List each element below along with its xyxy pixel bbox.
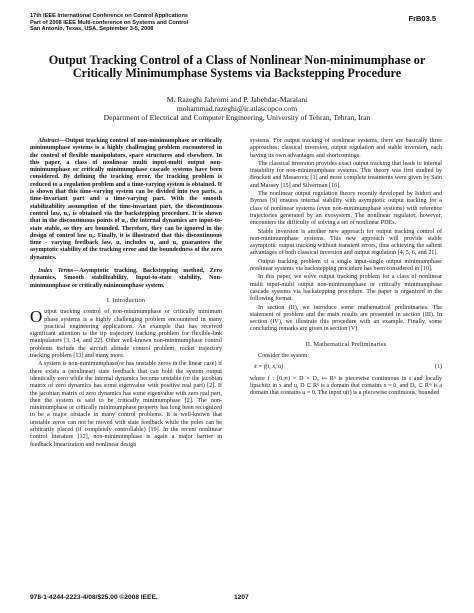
footer-isbn: 978-1-4244-2223-4/08/$25.00 ©2008 IEEE. [30, 594, 158, 601]
intro-paragraph-1 [30, 309, 222, 360]
right-paragraph-3: The nonlinear output regulation theory recently developed by Isidori and Byrnes [9] ensures internal stability with asymptotic output tracking for a class of nonlinear systems (even non-minimumphase systems) with reference trajectories generated by an exosystem. The nonlinear regulator, however, encounters the difficulty of solving a set of nonlinear PDEs. [250, 191, 442, 227]
conference-line-1: 17th IEEE International Conference on Control Applications [30, 13, 188, 19]
author-block [40, 96, 434, 122]
equation-1-number: (1) [434, 364, 442, 371]
paper-title: Output Tracking Control of a Class of Nonlinear Non-minimumphase or Critically Minimumphase Systems via Backstepping Procedure [48, 53, 426, 81]
abstract [30, 138, 222, 262]
index-terms [30, 268, 222, 290]
index-terms-text: —Asymptotic tracking, Backstepping method, Zero dynamics, Smooth stabilizability, Input-to-state stability, Non-minimumphase or critically minimumphase system. [30, 268, 222, 289]
right-paragraph-9: where f : [0,∞) × D × Dᵤ ↦ Rⁿ is piecewise continuous in t and locally lipschitz in x and u, D ⊂ Rⁿ is a domain that contains x = 0, and Dᵤ ⊂ Rᵐ is a domain that contains u = 0. The input u(t) is a piecewise continuous, bounded [250, 375, 442, 397]
right-paragraph-8: Consider the system: [258, 353, 310, 360]
right-paragraph-6: In this paper, we solve output tracking problem for a class of nonlinear multi input-multi output non-minimumphase or critically minimumphase cascade systems via backstepping procedure. The paper is organized in the following format. [250, 274, 442, 303]
right-paragraph-4: Stable inversion is another new approach for output tracking control of non-minimumphase systems. This new approach will provide stable asymptotic output tracking without transient errors, thus achieving the salient advantages of both classical inversion and output regulation [4, 5, 6, and 21]. [250, 228, 442, 257]
left-column [30, 138, 222, 450]
author-affiliation: Department of Electrical and Computer Engineering, University of Tehran, Tehran, Iran [103, 112, 371, 122]
author-names: M. Razeghi Jahromi and P. Jabehdar-Maralani [166, 95, 308, 104]
equation-1-body: ẋ = f(t, x, u) [254, 364, 284, 371]
index-terms-lead: Index Terms [38, 268, 74, 275]
right-paragraph-2: The classical inversion provides exact output tracking that leads to internal instability for non-minimumphase systems. This theory was first studied by Brockett and Mesarovic [1] and more complete treatments were given by Sain and Massey [15] and Silverman [16]. [250, 160, 442, 189]
abstract-text: —Output tracking control of non-minimumphase or critically minimumphase systems is a highly challenging problem encountered in the control of flexible manipulators, space structures and elsewhere. In this paper, a class of nonlinear multi input-multi output non-minimumphase or critically minimumphase cascade systems have been considered. By defining the tracking error, the tracking problem is reduced to a regulation problem and a time-varying system is obtained. It is shown that this time-varying system can be divided into two parts, a time-invariant part and a time-varying part. With the smooth stabilizability assumption of the time-invariant part, the discontinuous control law, u₁, is obtained via the backstepping procedure. It is shown that in the discontinuous points of u₁, the internal dynamics are input-to-state stable, so they are bounded. Therefore, they can be ignored in the design of control law u₂. Finally, it is illustrated that this discontinuous time - varying feedback law, u, includes u₁ and u₂ guarantees the asymptotic stability of the tracking error and the boundedness of the zero dynamics. [30, 138, 222, 261]
equation-1 [250, 364, 442, 371]
conference-line-2: Part of 2008 IEEE Multi-conference on Systems and Control [30, 19, 189, 26]
conference-header [30, 13, 330, 33]
right-column [250, 138, 442, 399]
intro-paragraph-2: A system is non-minimumphase(or has unstable zeros in the linear case) if there exists a (nonlinear) state feedback that can hold the system output identically zero while the internal dynamics become unstable (or the jacobian matrix of zero dynamics has some eigenvalue with positive real part) [2]. If the jacobian matrix of zero dynamics has some eigenvalue with zero real part, then the system is said to be critically minimumphase [2]. The non-minimumphase or critically minimumphase property has long been recognized to be a major obstacle in many control problems. It is well-known that unstable zeros can not be moved with state feedback while the poles can be arbitrarily placed (if completely controllable) [19]. In the recent nonlinear control literature [12], non-minimumphase is again a major barrier in feedback linearization and nonlinear design [30, 361, 222, 448]
right-paragraph-7: In section (II), we introduce some mathematical preliminaries. The statement of problem and the main results are presented in section (III). In section (IV), we illustrate this procedure with an example. Finally, some concluding remarks are given in section (V). [250, 304, 442, 333]
intro-paragraph-1-text: utput tracking control of non-minimumphase or critically minimum phase systems is a highly challenging problem encountered in many practical engineering applications. An example that has received significant attention is the tip trajectory tracking problem for flexible-link manipulators [3, 14, and 22]. Other well-known non-minimumphase control problems include the aircraft altitude control problem, rocket trajectory tracking problem [13] and many more. [30, 309, 222, 360]
right-paragraph-1: systems. For output tracking of nonlinear systems, there are basically three approaches: classical inversion, output regulation and stable inversion, each having its own advantages and shortcomings. [250, 138, 442, 159]
section-heading-introduction: I. Introduction [106, 297, 146, 304]
drop-cap: O [30, 307, 43, 327]
section-heading-preliminaries: II. Mathematical Preliminaries [305, 341, 387, 348]
abstract-lead: Abstract [38, 138, 59, 144]
page-number: 1207 [234, 594, 249, 601]
conference-line-3: San Antonio, Texas, USA, September 3-5, 2008 [30, 26, 154, 33]
right-paragraph-5: Output tracking problem of a single input-single output minimumphase nonlinear systems via backstepping procedure has been considered in [10]. [250, 258, 442, 273]
author-email[interactable]: mohammad.razeghi@ir.atlascopco.com [176, 103, 298, 113]
session-code: FrB03.5 [408, 14, 436, 23]
